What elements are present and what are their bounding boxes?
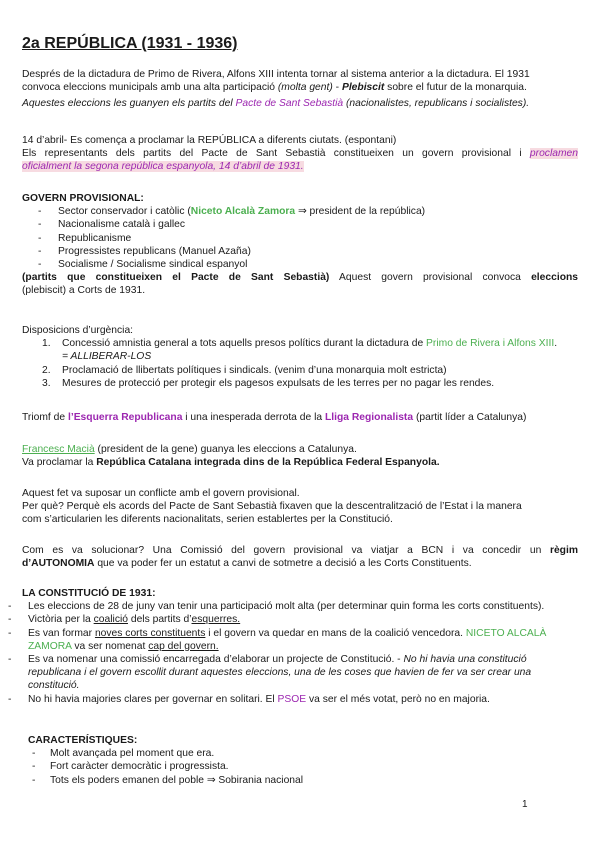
caracteristiques-section (28, 734, 578, 787)
disposicions-heading: Disposicions d’urgència: (22, 325, 134, 336)
list-item: - No hi havia majories clares per governar en solitari. El PSOE va ser el més votat, però no en majoria. (8, 693, 490, 705)
list-item: - Les eleccions de 28 de juny van tenir una participació molt alta (per determinar quin forma les corts constituents). (8, 601, 545, 613)
macia-line-1: Francesc Macià (president de la gene) guanya les eleccions a Catalunya. (22, 444, 357, 455)
govern-para-line-1: (partits que constitueixen el Pacte de Sant Sebastià) Aquest govern provisional convoca eleccions (22, 272, 578, 284)
list-item: - Molt avançada pel moment que era. (32, 748, 215, 760)
disposicions-section (22, 324, 578, 390)
list-item: - Progressistes republicans (Manuel Azaña) (38, 245, 251, 257)
govern-para-line-2: (plebiscit) a Corts de 1931. (22, 285, 146, 297)
macia-line-2: Va proclamar la República Catalana integrada dins de la República Federal Espanyola. (22, 457, 440, 469)
list-item: - Victòria per la coalició dels partits d’esquerres. (8, 614, 241, 626)
conflicte-line-1: Aquest fet va suposar un conflicte amb el govern provisional. (22, 488, 300, 499)
list-item: - Sector conservador i catòlic (Niceto Alcalà Zamora ⇒ president de la república) (38, 206, 426, 218)
conflicte-line-3: com s’articularien les diferents nacionalitats, serien establertes per la Constitució. (22, 514, 393, 526)
abril-line-2: Els representants dels partits del Pacte de Sant Sebastià constitueixen un govern provisional i proclamen (22, 148, 578, 160)
list-item: - Socialisme / Socialisme sindical espanyol (38, 258, 248, 270)
list-item: 2. Proclamació de llibertats polítiques i sindicals. (venim d’una monarquia molt estricta) (42, 364, 447, 376)
list-item: - Es va nomenar una comissió encarregada d’elaborar un projecte de Constitució. - No hi havia una constitució (8, 653, 527, 665)
list-item: - Fort caràcter democràtic i progressista. (32, 761, 229, 773)
list-item: - Nacionalisme català i gallec (38, 219, 186, 231)
page-number: 1 (522, 799, 528, 810)
solucio-line-2: d’AUTONOMIA que va poder fer un estatut a canvi de sotmetre a decisió a les Corts Constituents. (22, 558, 472, 570)
solucio-line-1: Com es va solucionar? Una Comissió del govern provisional va viatjar a BCN i va concedir un règim (22, 545, 578, 556)
intro-line-3: Aquestes eleccions les guanyen els partits del Pacte de Sant Sebastià (nacionalistes, republicans i socialistes). (22, 98, 530, 110)
constitucio-heading: LA CONSTITUCIÓ DE 1931: (22, 588, 156, 599)
solucio-paragraph (22, 544, 578, 570)
list-item: - Republicanisme (38, 232, 132, 244)
govern-heading: GOVERN PROVISIONAL: (22, 193, 144, 204)
abril-line-3: oficialment la segona república espanyola, 14 d’abril de 1931. (22, 161, 304, 173)
intro-paragraph (22, 68, 578, 111)
list-item: - Es van formar noves corts constituents i el govern va quedar en mans de la coalició vencedora. NICETO ALCALÀ (8, 627, 547, 639)
govern-section (22, 192, 578, 298)
pacte-link: Pacte de Sant Sebastià (235, 98, 344, 110)
conflicte-line-2: Per què? Perquè els acords del Pacte de Sant Sebastià fixaven que la descentralització de l’Estat i la manera (22, 501, 522, 513)
page-title: 2a REPÚBLICA (1931 - 1936) (22, 35, 238, 52)
macia-paragraph (22, 443, 578, 469)
list-item: - Tots els poders emanen del poble ⇒ Sobirania nacional (32, 774, 304, 786)
list-item-continuation: constitució. (28, 680, 80, 692)
macia-link: Francesc Macià (22, 444, 95, 455)
list-item-continuation: republicana i el govern escollit durant aquestes eleccions, una de les coses que havien de fer va ser crear una (28, 667, 532, 679)
abril-paragraph (22, 134, 578, 174)
intro-line-1: Després de la dictadura de Primo de Rivera, Alfons XIII intenta tornar al sistema anterior a la dictadura. El 1931 (22, 69, 530, 80)
list-item: 3. Mesures de protecció per protegir els pagesos expulsats de les terres per no pagar les rendes. (42, 377, 495, 389)
list-item: 1. Concessió amnistia general a tots aquells presos polítics durant la dictadura de Primo de Rivera i Alfons XIII. (42, 338, 558, 350)
list-item-continuation: ZAMORA va ser nomenat cap del govern. (28, 640, 219, 652)
intro-line-2: convoca eleccions municipals amb una alta participació (molta gent) - Plebiscit sobre el futur de la monarquia. (22, 82, 527, 94)
caracteristiques-heading: CARACTERÍSTIQUES: (28, 735, 138, 746)
conflicte-paragraph (22, 487, 578, 527)
constitucio-section (8, 587, 578, 706)
list-item-continuation: = ALLIBERAR-LOS (62, 351, 152, 363)
triomf-paragraph: Triomf de l’Esquerra Republicana i una inesperada derrota de la Lliga Regionalista (partit líder a Catalunya) (22, 412, 527, 423)
abril-line-1: 14 d’abril- Es comença a proclamar la REPÚBLICA a diferents ciutats. (espontani) (22, 135, 397, 146)
